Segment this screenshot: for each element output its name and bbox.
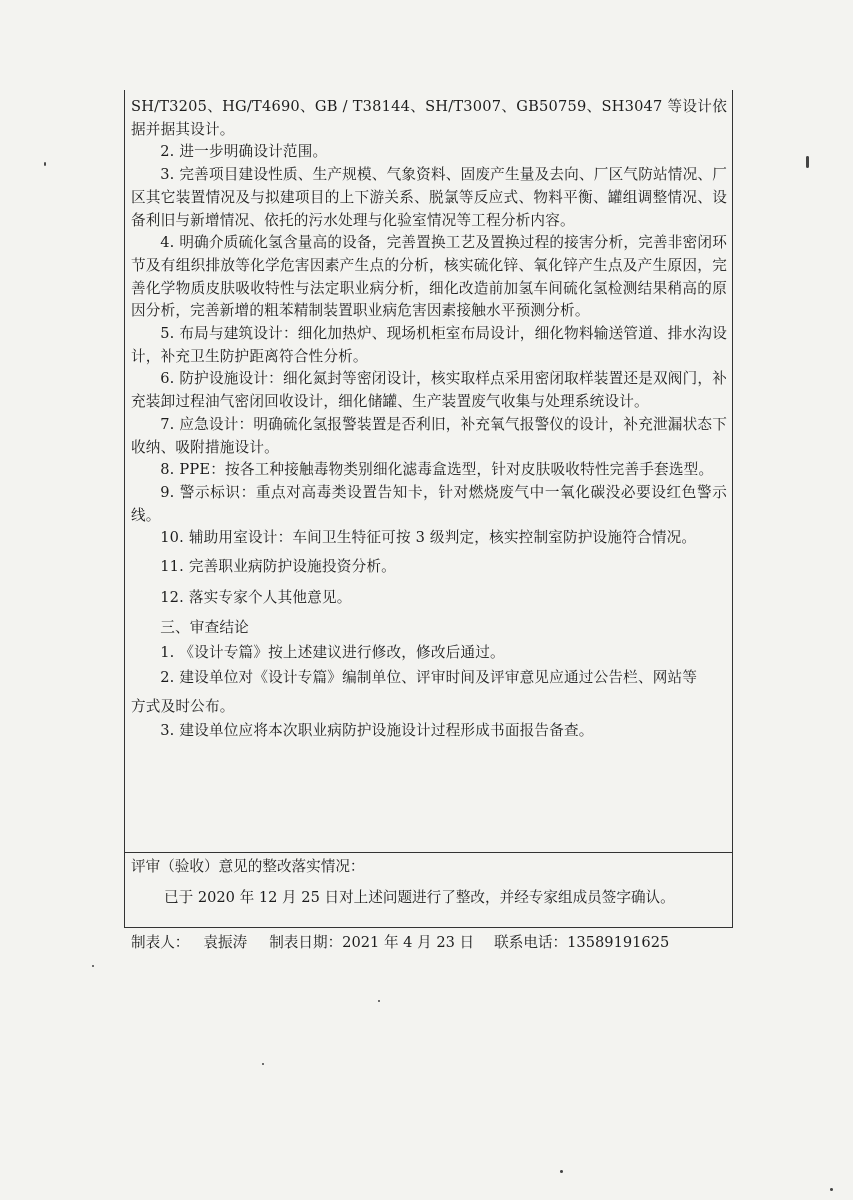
suggestion-item-2: 2. 进一步明确设计范围。 [160,143,328,161]
standards-line: SH/T3205、HG/T4690、GB / T38144、SH/T3007、GB50759、SH3047 等设计依据并据其设计。 [131,98,727,138]
suggestion-item-3: 3. 完善项目建设性质、生产规模、气象资料、固废产生量及去向、厂区气防站情况、厂区其它装置情况及与拟建项目的上下游关系、脱氯等反应式、物料平衡、罐组调整情况、设备利旧与新增情况、依托的污水处理与化验室情况等工程分析内容。 [131,166,727,229]
date-value: 2021 年 4 月 23 日 [342,934,475,951]
preparer-label: 制表人： [131,934,190,951]
scan-speck [44,162,46,166]
rectification-section [124,852,733,928]
phone-value: 13589191625 [567,934,670,951]
conclusion-item-2: 2. 建设单位对《设计专篇》编制单位、评审时间及评审意见应通过公告栏、网站等 [160,668,698,686]
scan-speck [262,1063,264,1065]
phone-label: 联系电话： [494,934,568,951]
conclusion-heading: 三、审查结论 [160,619,249,637]
suggestion-item-8: 8. PPE：按各工种接触毒物类别细化滤毒盒选型，针对皮肤吸收特性完善手套选型。 [160,461,714,479]
suggestion-item-10: 10. 辅助用室设计：车间卫生特征可按 3 级判定，核实控制室防护设施符合情况。 [160,529,697,547]
scan-speck [378,1000,380,1002]
rectification-text: 已于 2020 年 12 月 25 日对上述问题进行了整改，并经专家组成员签字确认。 [164,889,675,906]
suggestion-item-9: 9. 警示标识：重点对高毒类设置告知卡，针对燃烧废气中一氧化碳没必要设红色警示线。 [131,483,727,524]
conclusion-item-2-continued: 方式及时公布。 [131,697,235,715]
conclusion-item-3: 3. 建设单位应将本次职业病防护设施设计过程形成书面报告备查。 [160,722,594,740]
form-footer [131,932,751,954]
scan-speck [92,965,94,967]
suggestion-item-4: 4. 明确介质硫化氢含量高的设备，完善置换工艺及置换过程的接害分析，完善非密闭环节及有组织排放等化学危害因素产生点的分析，核实硫化锌、氧化锌产生点及产生原因，完善化学物质皮肤吸收特性与法定职业病分析，细化改造前加氢车间硫化氢检测结果稍高的原因分析，完善新增的粗苯精制装置职业病危害因素接触水平预测分析。 [131,234,727,320]
suggestion-item-7: 7. 应急设计：明确硫化氢报警装置是否利旧，补充氧气报警仪的设计，补充泄漏状态下收纳、吸附措施设计。 [131,415,727,456]
rectification-heading: 评审（验收）意见的整改落实情况： [131,858,365,875]
conclusion-item-1: 1. 《设计专篇》按上述建议进行修改，修改后通过。 [160,644,505,662]
scan-speck [830,1188,833,1191]
scan-speck [560,1170,563,1173]
scan-mark [806,156,809,168]
suggestion-item-6: 6. 防护设施设计：细化氮封等密闭设计，核实取样点采用密闭取样装置还是双阀门，补充装卸过程油气密闭回收设计，细化储罐、生产装置废气收集与处理系统设计。 [131,370,727,411]
suggestion-item-5: 5. 布局与建筑设计：细化加热炉、现场机柜室布局设计，细化物料输送管道、排水沟设计，补充卫生防护距离符合性分析。 [131,325,727,365]
review-opinions-body [131,96,727,743]
preparer-name: 袁振涛 [203,934,248,951]
suggestion-item-12: 12. 落实专家个人其他意见。 [160,588,352,606]
date-label: 制表日期： [269,934,343,951]
suggestion-item-11: 11. 完善职业病防护设施投资分析。 [160,558,396,576]
